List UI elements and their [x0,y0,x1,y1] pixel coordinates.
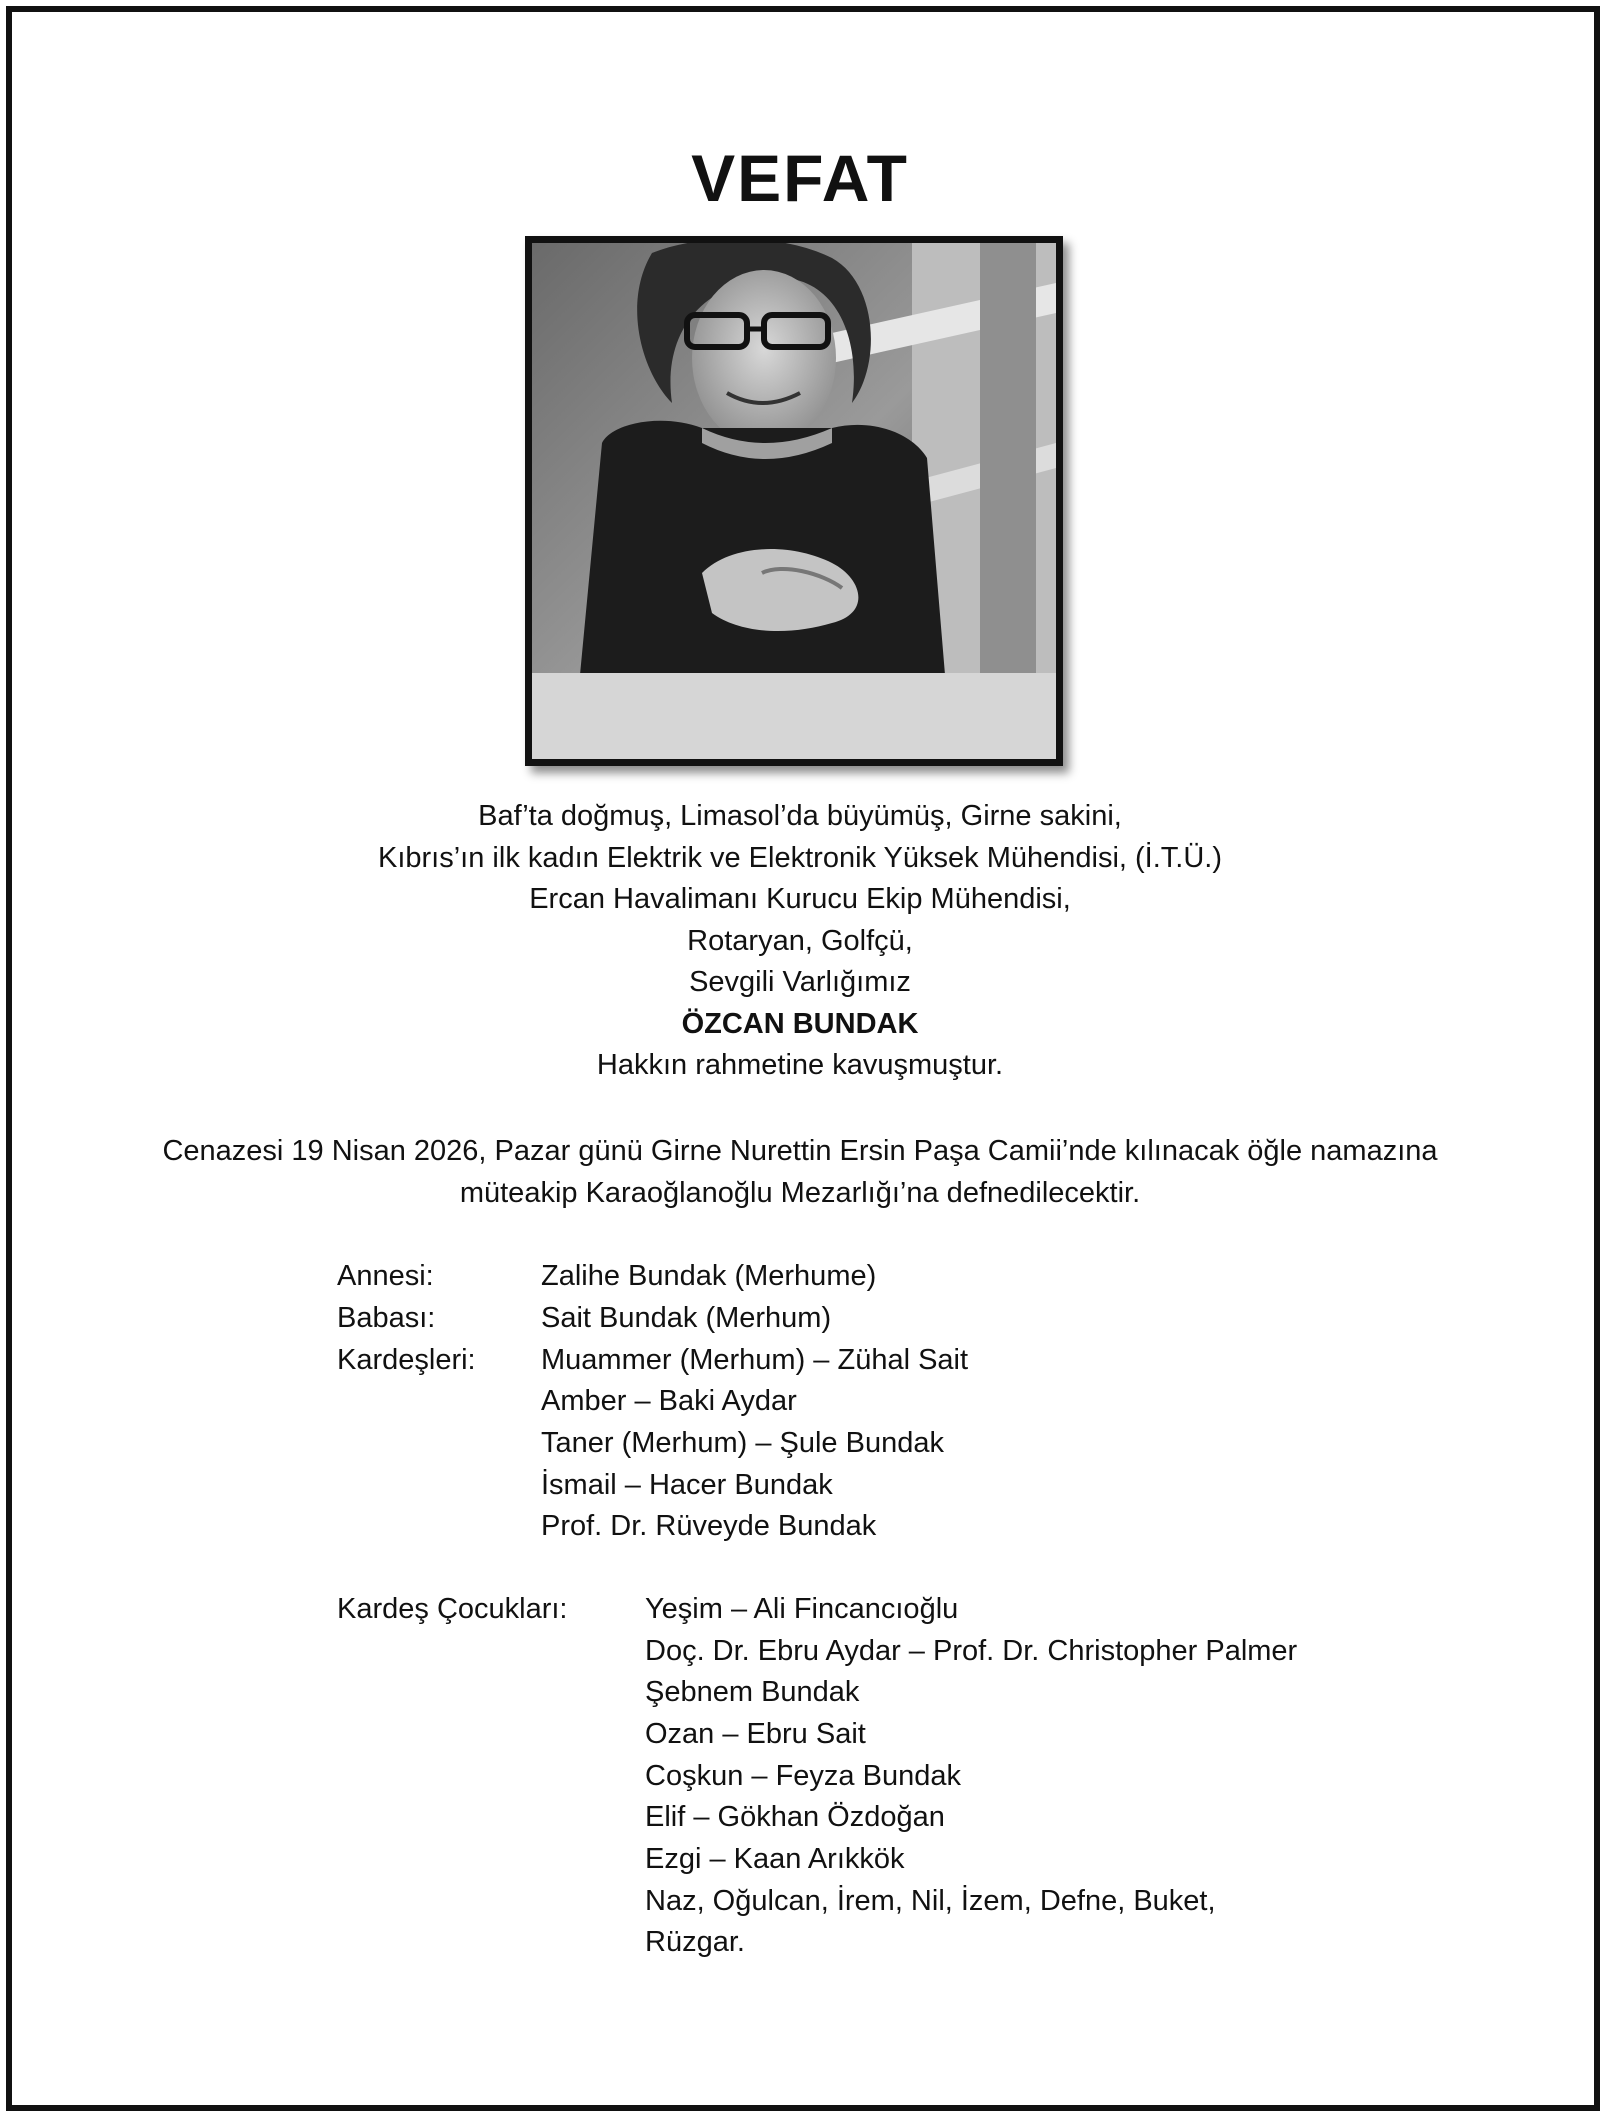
nephew-item: Şebnem Bundak [645,1676,860,1708]
portrait-photo [525,236,1063,766]
funeral-block [0,1131,1600,1214]
page-title: VEFAT [691,141,909,215]
portrait-image [532,243,1056,759]
nephew-item: Doç. Dr. Ebru Aydar – Prof. Dr. Christopher Palmer [645,1635,1298,1667]
nephews-label: Kardeş Çocukları: [337,1593,568,1625]
sibling-item: Taner (Merhum) – Şule Bundak [541,1427,944,1459]
intro-line: Sevgili Varlığımız [689,966,911,998]
intro-block [0,796,1600,1087]
father-name: Sait Bundak (Merhum) [541,1302,832,1334]
nephew-item: Coşkun – Feyza Bundak [645,1760,961,1792]
father-label: Babası: [337,1302,436,1334]
sibling-item: Prof. Dr. Rüveyde Bundak [541,1510,877,1542]
mother-label: Annesi: [337,1260,434,1292]
sibling-item: Amber – Baki Aydar [541,1385,797,1417]
sibling-item: Muammer (Merhum) – Zühal Sait [541,1344,969,1376]
nephew-item: Ezgi – Kaan Arıkkök [645,1843,905,1875]
nephew-item: Elif – Gökhan Özdoğan [645,1801,945,1833]
sibling-item: İsmail – Hacer Bundak [541,1469,833,1501]
deceased-name: ÖZCAN BUNDAK [681,1007,919,1040]
passed-line: Hakkın rahmetine kavuşmuştur. [596,1049,1004,1081]
nephew-item: Yeşim – Ali Fincancıoğlu [645,1593,959,1625]
nephew-item: Ozan – Ebru Sait [645,1718,866,1750]
siblings-label: Kardeşleri: [337,1344,476,1376]
intro-line: Rotaryan, Golfçü, [687,924,913,957]
funeral-line: Cenazesi 19 Nisan 2026, Pazar günü Girne Nurettin Ersin Paşa Camii’nde kılınacak öğle namazına [162,1135,1438,1167]
intro-line: Ercan Havalimanı Kurucu Ekip Mühendisi, [529,883,1071,915]
nephew-item: Naz, Oğulcan, İrem, Nil, İzem, Defne, Buket, [645,1885,1216,1917]
intro-line: Baf’ta doğmuş, Limasol’da büyümüş, Girne sakini, [478,800,1122,832]
nephew-item: Rüzgar. [645,1926,745,1958]
mother-name: Zalihe Bundak (Merhume) [541,1260,877,1292]
funeral-line: müteakip Karaoğlanoğlu Mezarlığı’na defnedilecektir. [459,1176,1141,1209]
intro-line: Kıbrıs’ın ilk kadın Elektrik ve Elektronik Yüksek Mühendisi, (İ.T.Ü.) [378,841,1222,874]
